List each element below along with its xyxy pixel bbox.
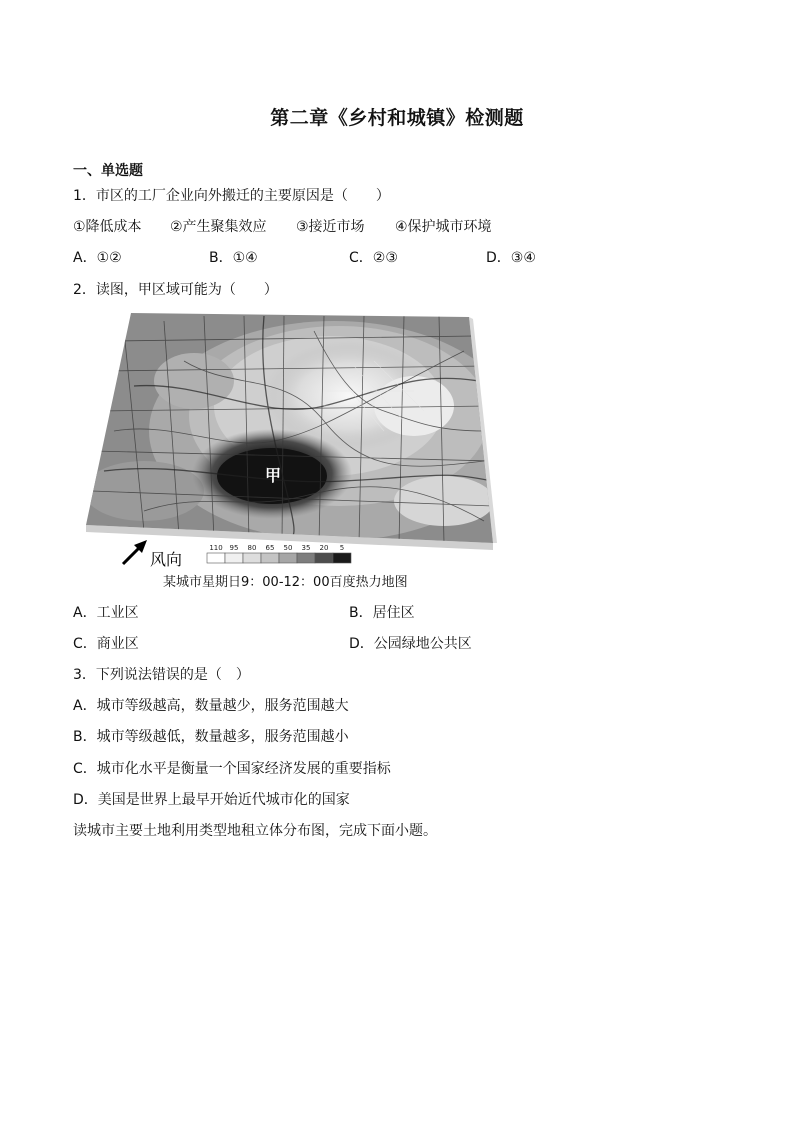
legend-value: 35 <box>301 544 311 552</box>
section-heading: 一、单选题 <box>73 163 143 179</box>
q2-stem: 2．读图，甲区域可能为（ ） <box>73 282 278 298</box>
wind-label: 风向 <box>150 550 183 569</box>
q2-option-c: C．商业区 <box>73 636 139 652</box>
heat-legend-scale <box>207 553 351 563</box>
legend-value: 50 <box>283 544 293 552</box>
q1-option-b: B．①④ <box>209 250 258 266</box>
q3-option-d: D．美国是世界上最早开始近代城市化的国家 <box>73 792 350 808</box>
legend-value: 20 <box>319 544 329 552</box>
q2-option-b: B．居住区 <box>349 605 415 621</box>
q1-item-2: ②产生聚集效应 <box>170 219 267 235</box>
heat-map-figure <box>84 311 499 551</box>
q3-option-b: B．城市等级越低，数量越多，服务范围越小 <box>73 729 349 745</box>
q1-option-c: C．②③ <box>349 250 398 266</box>
q1-stem: 1．市区的工厂企业向外搬迁的主要原因是（ ） <box>73 188 390 204</box>
q2-option-d: D．公园绿地公共区 <box>349 636 472 652</box>
q3-stem: 3．下列说法错误的是（ ） <box>73 667 250 683</box>
q1-item-1: ①降低成本 <box>73 219 142 235</box>
q3-option-c: C．城市化水平是衡量一个国家经济发展的重要指标 <box>73 761 391 777</box>
q1-option-a: A．①② <box>73 250 122 266</box>
q1-item-3: ③接近市场 <box>296 219 365 235</box>
wind-arrow-icon <box>123 540 147 564</box>
legend-value: 5 <box>339 544 345 552</box>
lead-in-text: 读城市主要土地利用类型地租立体分布图，完成下面小题。 <box>73 823 437 839</box>
q3-option-a: A．城市等级越高，数量越少，服务范围越大 <box>73 698 349 714</box>
legend-value: 80 <box>247 544 257 552</box>
legend-value: 110 <box>209 544 223 552</box>
legend-value: 95 <box>229 544 239 552</box>
q2-option-a: A．工业区 <box>73 605 139 621</box>
q1-item-4: ④保护城市环境 <box>395 219 492 235</box>
legend-value: 65 <box>265 544 275 552</box>
region-label-jia: 甲 <box>265 466 282 485</box>
figure-caption: 某城市星期日9：00-12：00百度热力地图 <box>163 575 408 590</box>
page-title: 第二章《乡村和城镇》检测题 <box>270 107 524 129</box>
legend-area <box>121 537 371 571</box>
q1-option-d: D．③④ <box>486 250 536 266</box>
